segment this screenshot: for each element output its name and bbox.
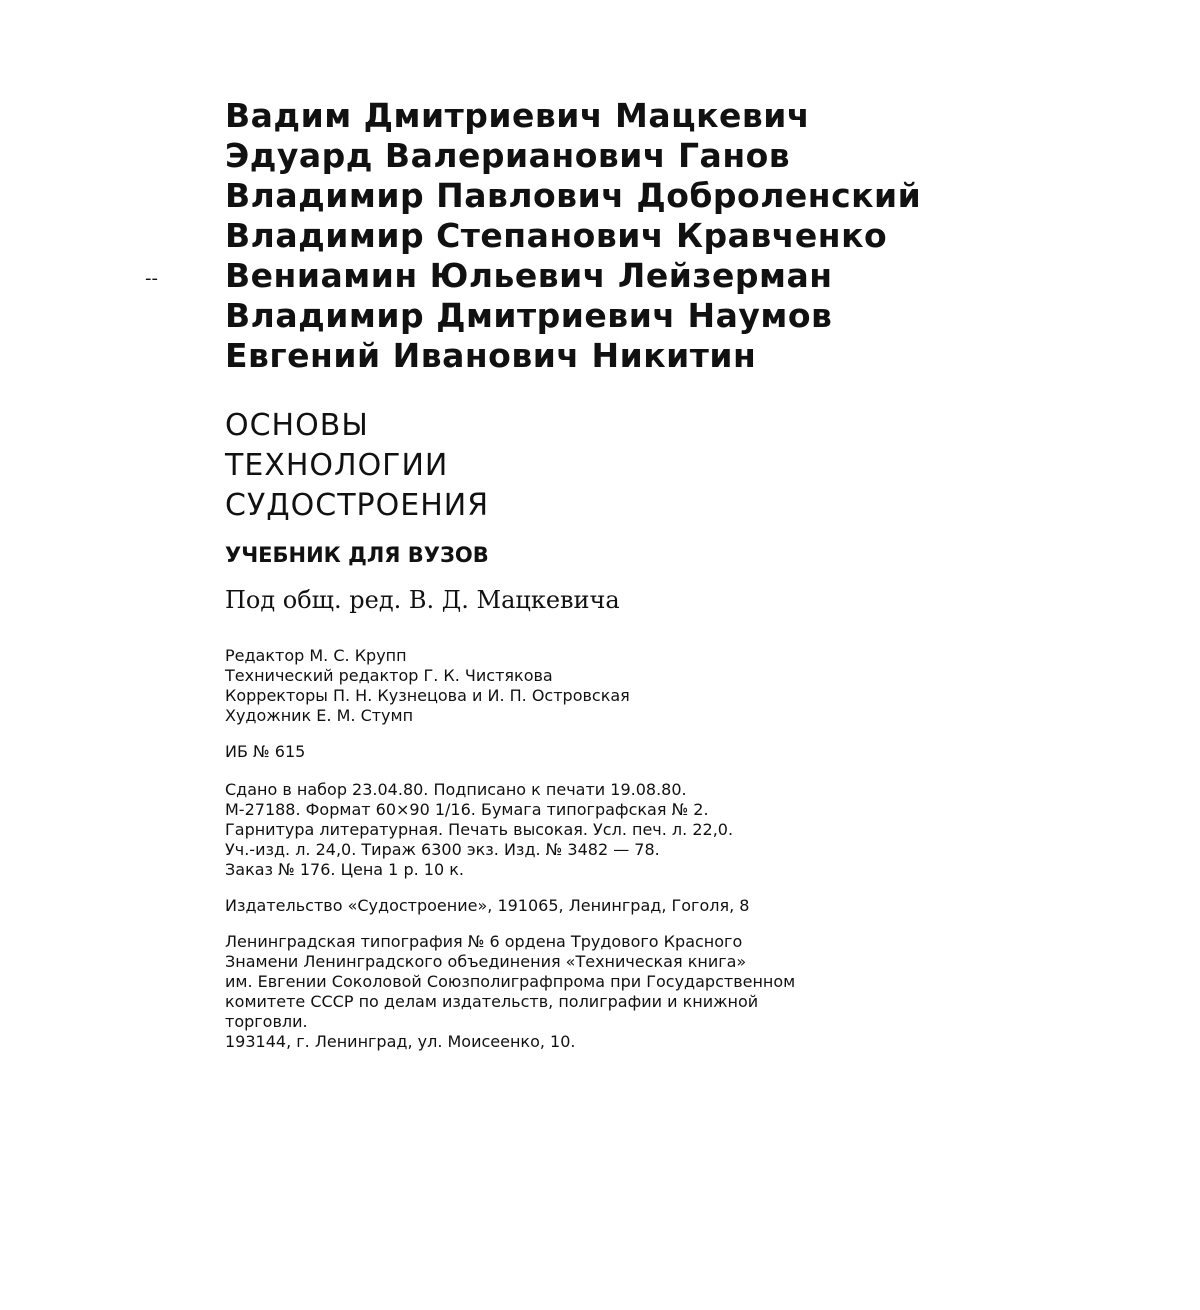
printing-detail-line: Гарнитура литературная. Печать высокая. Усл. печ. л. 22,0. (225, 820, 734, 839)
book-title (225, 406, 1155, 526)
catalog-number: ИБ № 615 (225, 742, 306, 761)
publisher-line: Издательство «Судостроение», 191065, Ленинград, Гоголя, 8 (225, 896, 750, 915)
author-name: Владимир Степанович Кравченко (225, 216, 888, 255)
author-name: Вадим Дмитриевич Мацкевич (225, 96, 811, 135)
book-title-line: ТЕХНОЛОГИИ (225, 448, 449, 483)
book-title-line: ОСНОВЫ (225, 408, 369, 443)
author-name: Владимир Дмитриевич Наумов (225, 296, 833, 335)
author-name: Эдуард Валерианович Ганов (225, 136, 791, 175)
imprint-content (225, 96, 1155, 1052)
editorial-staff (225, 646, 1155, 726)
printer-detail-line: Знамени Ленинградского объединения «Техническая книга» (225, 952, 747, 971)
author-name: Владимир Павлович Доброленский (225, 176, 922, 215)
printing-detail-line: Сдано в набор 23.04.80. Подписано к печати 19.08.80. (225, 780, 687, 799)
printer-detail-line: Ленинградская типография № 6 ордена Трудового Красного (225, 932, 743, 951)
printing-detail-line: Уч.-изд. л. 24,0. Тираж 6300 экз. Изд. № 3482 — 78. (225, 840, 660, 859)
book-genre: УЧЕБНИК ДЛЯ ВУЗОВ (225, 543, 489, 567)
printer-detail-line: торговли. (225, 1012, 308, 1031)
staff-line: Художник Е. М. Стумп (225, 706, 414, 725)
printer-details (225, 932, 1155, 1052)
general-editor-line: Под общ. ред. В. Д. Мацкевича (225, 586, 620, 614)
staff-line: Редактор М. С. Крупп (225, 646, 407, 665)
printing-detail-line: М-27188. Формат 60×90 1/16. Бумага типографская № 2. (225, 800, 709, 819)
staff-line: Технический редактор Г. К. Чистякова (225, 666, 553, 685)
book-title-line: СУДОСТРОЕНИЯ (225, 488, 490, 523)
printer-address-line: 193144, г. Ленинград, ул. Моисеенко, 10. (225, 1032, 576, 1051)
staff-line: Корректоры П. Н. Кузнецова и И. П. Островская (225, 686, 630, 705)
author-list (225, 96, 1155, 376)
author-name: Вениамин Юльевич Лейзерман (225, 256, 833, 295)
printer-detail-line: комитете СССР по делам издательств, полиграфии и книжной (225, 992, 759, 1011)
printing-details (225, 780, 1155, 880)
stray-dash-mark: -- (145, 268, 158, 289)
printer-detail-line: им. Евгении Соколовой Союзполиграфпрома при Государственном (225, 972, 796, 991)
author-name: Евгений Иванович Никитин (225, 336, 757, 375)
printing-detail-line: Заказ № 176. Цена 1 р. 10 к. (225, 860, 464, 879)
